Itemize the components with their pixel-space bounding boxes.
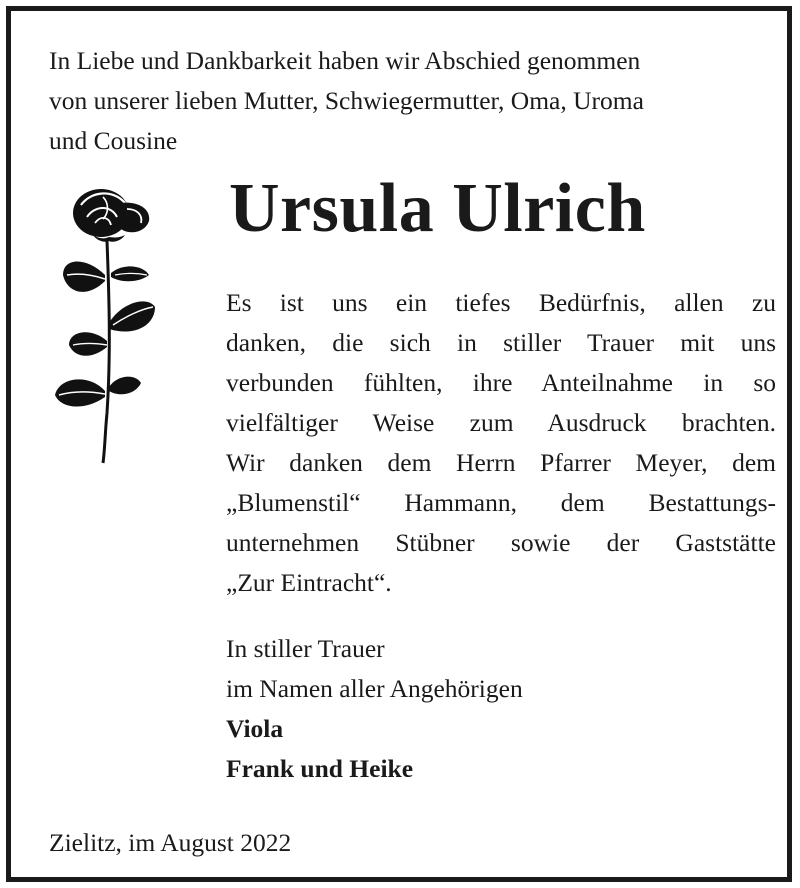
intro-text: [49, 41, 789, 161]
closing-block: [226, 629, 523, 789]
message-line: vielfältiger Weise zum Ausdruck brachten.: [226, 408, 776, 437]
message-text: [226, 283, 776, 603]
intro-line: und Cousine: [49, 126, 178, 155]
signer-name: Viola: [226, 714, 284, 743]
message-line: verbunden fühlten, ihre Anteilnahme in so: [226, 368, 776, 397]
message-line: „Blumenstil“ Hammann, dem Bestattungs-: [226, 488, 776, 517]
intro-line: In Liebe und Dankbarkeit haben wir Abschied genommen: [49, 46, 641, 75]
deceased-name: Ursula Ulrich: [229, 170, 646, 247]
message-line: unternehmen Stübner sowie der Gaststätte: [226, 528, 776, 557]
intro-line: von unserer lieben Mutter, Schwiegermutter, Oma, Uroma: [49, 86, 644, 115]
place-date: Zielitz, im August 2022: [49, 828, 292, 857]
message-line: Wir danken dem Herrn Pfarrer Meyer, dem: [226, 448, 776, 477]
message-line: danken, die sich in stiller Trauer mit uns: [226, 328, 776, 357]
closing-line: im Namen aller Angehörigen: [226, 674, 523, 703]
rose-icon: [51, 183, 161, 468]
signer-name: Frank und Heike: [226, 754, 414, 783]
closing-line: In stiller Trauer: [226, 634, 385, 663]
message-line: „Zur Eintracht“.: [226, 568, 392, 597]
notice-frame: [6, 6, 792, 882]
message-line: Es ist uns ein tiefes Bedürfnis, allen zu: [226, 288, 776, 317]
